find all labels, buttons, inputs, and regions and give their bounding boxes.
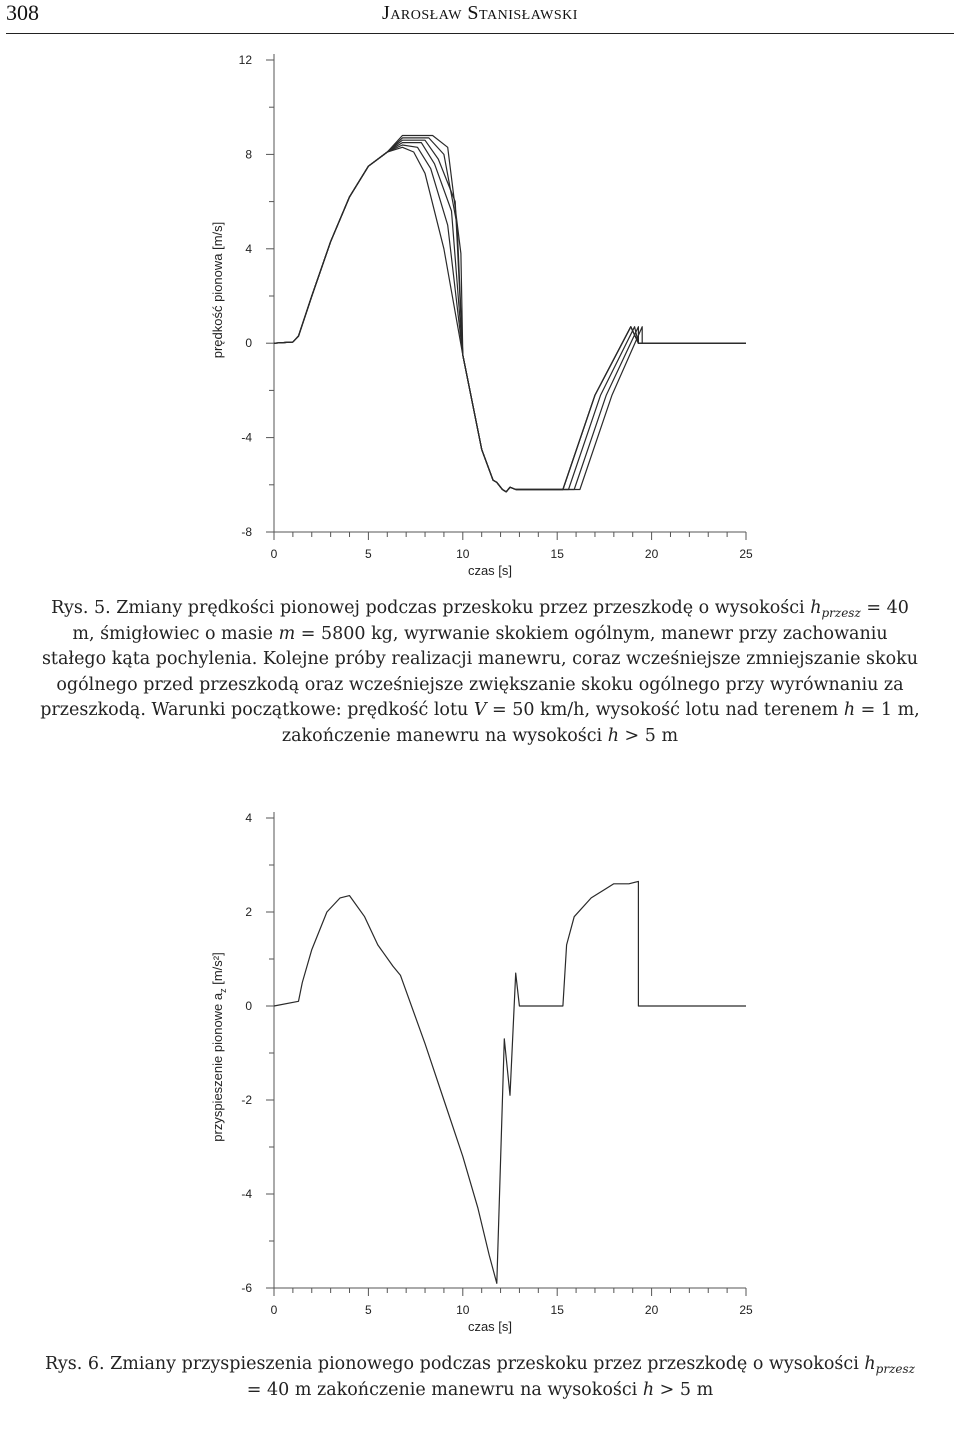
y-tick-label: 4: [245, 241, 252, 256]
series-line-4: [274, 140, 746, 492]
caption-text: = 40 m zakończenie manewru na wysokości: [246, 1379, 643, 1400]
x-tick-label: 0: [270, 547, 278, 561]
figure-6-caption: [40, 1352, 920, 1403]
caption-text: V: [473, 700, 487, 720]
x-tick-label: 5: [365, 1303, 372, 1317]
figure-5-caption: [40, 596, 920, 749]
x-tick-label: 15: [550, 547, 564, 561]
caption-text: Zmiany prędkości pionowej podczas przeskoku przez przeszkodę o wysokości: [110, 598, 811, 618]
x-tick-label: 25: [739, 547, 753, 561]
x-axis-label: czas [s]: [467, 1319, 513, 1334]
x-tick-label: 5: [365, 547, 372, 561]
caption-text: h: [810, 598, 822, 618]
x-axis-label: czas [s]: [467, 563, 513, 578]
y-tick-label: 0: [245, 999, 252, 1013]
caption-text: przesz: [821, 606, 861, 620]
y-tick-label: -2: [241, 1093, 252, 1107]
x-tick-label: 20: [644, 1303, 659, 1317]
series-line-6: [274, 136, 746, 492]
caption-text: h: [843, 700, 856, 720]
y-tick-label: -6: [241, 1281, 252, 1295]
y-tick-label: -8: [241, 525, 252, 539]
chart-vertical-acceleration: [0, 800, 960, 1360]
y-axis-label: przyspieszenie pionowe $a_z$ [m/s²]: [210, 952, 228, 1142]
y-tick-label: -4: [241, 430, 252, 445]
caption-text: = 50 km/h, wysokość lotu nad terenem: [486, 700, 844, 720]
caption-text: przesz: [875, 1362, 915, 1376]
caption-text: = 1 m, zakończenie manewru na wysokości: [281, 700, 920, 746]
x-tick-label: 25: [739, 1303, 753, 1317]
y-tick-label: -4: [241, 1187, 252, 1201]
caption-text: > 5 m: [654, 1379, 714, 1400]
caption-text: h: [642, 1379, 655, 1400]
y-tick-label: 8: [245, 147, 252, 162]
caption-text: m: [278, 623, 296, 644]
caption-label: Rys. 6.: [45, 1354, 105, 1374]
y-tick-label: 2: [245, 905, 252, 919]
y-tick-label: 4: [245, 811, 252, 825]
x-tick-label: 10: [456, 1303, 470, 1317]
x-tick-label: 20: [644, 547, 659, 561]
series-line-2: [274, 145, 746, 492]
x-tick-label: 15: [550, 1303, 564, 1317]
caption-text: = 40 m, śmigłowiec o masie: [72, 598, 909, 644]
y-axis-label-unit: [m/s²]: [210, 952, 225, 989]
running-head-author: Jarosław Stanisławski: [382, 2, 578, 24]
series-line-1: [274, 147, 746, 492]
y-tick-label: 0: [245, 336, 252, 351]
caption-label: Rys. 5.: [51, 598, 111, 618]
y-axis-label: prędkość pionowa [m/s]: [210, 221, 225, 359]
series-line-5: [274, 138, 746, 492]
x-tick-label: 10: [456, 547, 470, 561]
series-line-1: [274, 881, 746, 1283]
y-tick-label: 12: [238, 53, 252, 67]
caption-text: = 5800 kg, wyrwanie skokiem ogólnym, manewr przy zachowaniu stałego kąta pochylenia. Kolejne próby realizacji manewru, coraz wcześniejsze zmniejszanie skoku ogólnego przed przeszkodą oraz wcześniejsze zwiększanie skoku ogólnego przy wyrównaniu za przeszkodą. Warunki początkowe: prędkość lotu: [40, 623, 919, 720]
caption-text: h: [607, 725, 619, 746]
x-tick-label: 0: [270, 1303, 278, 1317]
caption-text: > 5 m: [618, 725, 679, 746]
caption-text: h: [864, 1354, 876, 1374]
page-number: 308: [6, 0, 39, 25]
caption-text: Zmiany przyspieszenia pionowego podczas przeskoku przez przeszkodę o wysokości: [104, 1354, 865, 1374]
chart-vertical-velocity: [0, 0, 960, 600]
y-axis-label-subscript: z: [218, 988, 228, 993]
series-line-3: [274, 143, 746, 492]
